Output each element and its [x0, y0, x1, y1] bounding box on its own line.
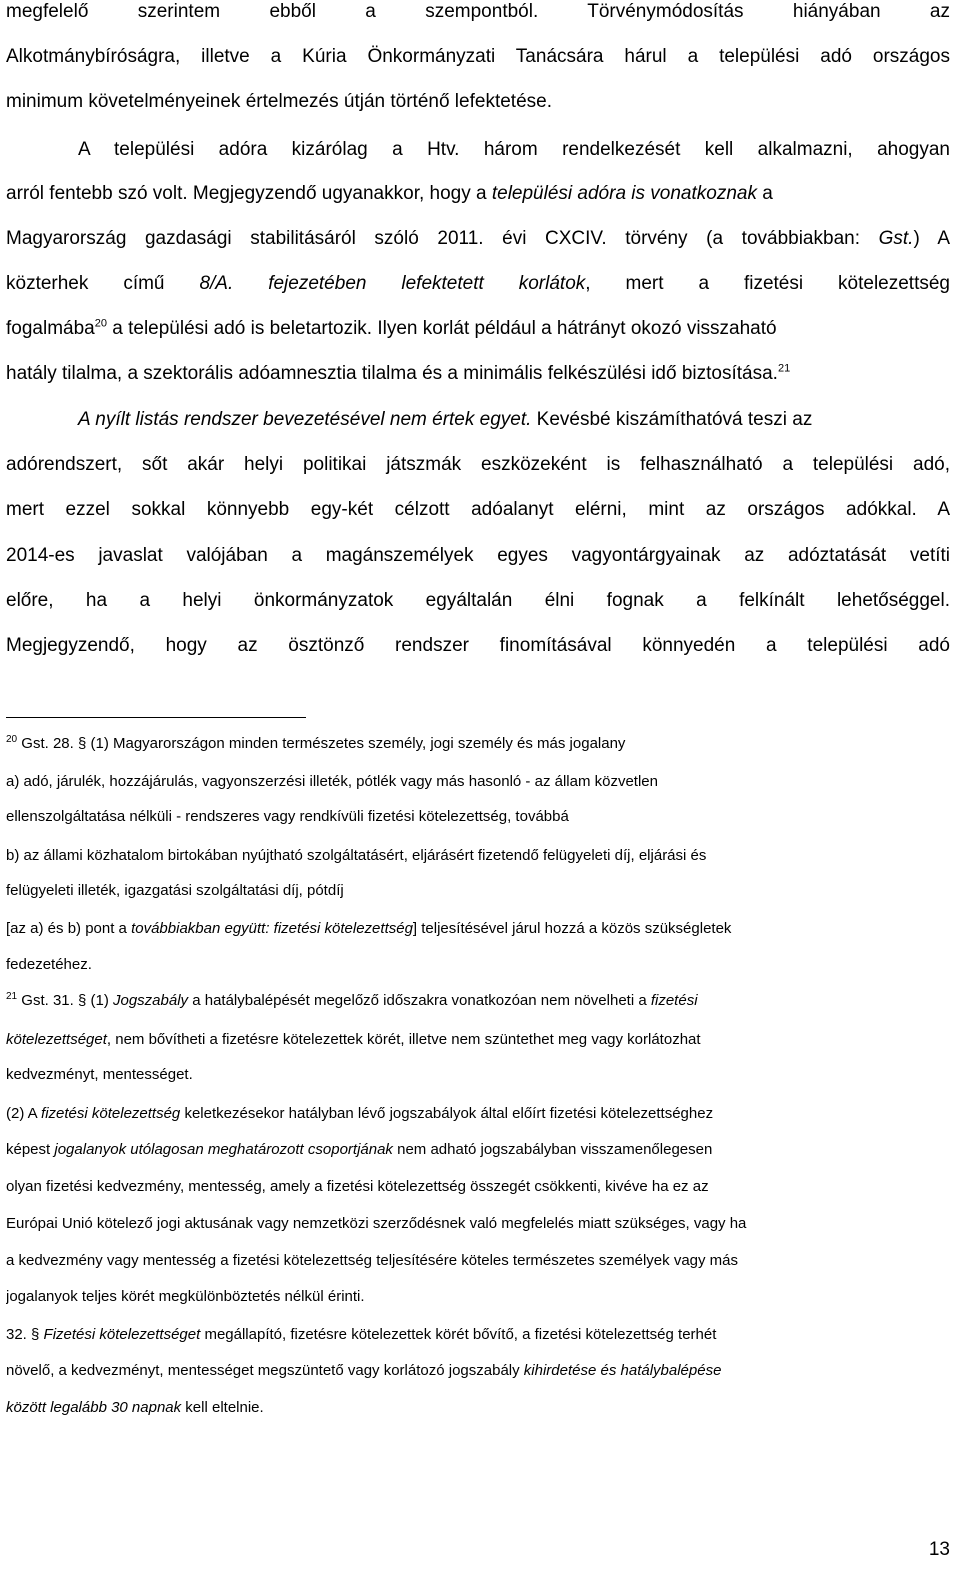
text-run: a hatálybalépését megelőző időszakra vonatkozóan nem növelheti a [188, 992, 651, 1009]
text-run: kell eltelnie. [181, 1399, 264, 1416]
text-run: b) az állami közhatalom birtokában nyújtható szolgáltatásért, eljárásért fizetendő felügyeleti díj, eljárási és [6, 847, 707, 864]
body-line [6, 488, 950, 532]
text-run: [az a) és b) pont a [6, 920, 132, 937]
text-run: ellenszolgáltatása nélküli - rendszeres vagy rendkívüli fizetési kötelezettség, továbbá [6, 808, 569, 825]
footnote-ref: 20 [6, 734, 18, 745]
text-run: adórendszert, sőt akár helyi politikai játszmák eszközeként is felhasználható a települési adó, [6, 454, 950, 475]
italic-text: kötelezettséget [6, 1031, 107, 1048]
footnote-line [6, 1318, 950, 1352]
footnote-line [6, 839, 950, 873]
text-run: fedezetéhez. [6, 956, 92, 973]
body-line [6, 307, 950, 351]
text-run: , nem bővítheti a fizetésre kötelezettek körét, illetve nem szüntethet meg vagy korlátozhat [106, 1031, 701, 1048]
footnote-ref: 21 [6, 991, 18, 1002]
text-run: , mert a fizetési kötelezettség [585, 273, 950, 294]
footnote-line [6, 1058, 950, 1092]
footnote-line [6, 1097, 950, 1131]
text-run: növelő, a kedvezményt, mentességet megszüntető vagy korlátozó jogszabály [6, 1362, 524, 1379]
text-run: (2) A [6, 1105, 42, 1122]
footnote-line [6, 1280, 950, 1314]
body-line [6, 534, 950, 578]
text-run: jogalanyok teljes körét megkülönböztetés nélkül érinti. [6, 1288, 365, 1305]
text-run: a települési adó is beletartozik. Ilyen korlát például a hátrányt okozó visszaható [106, 318, 777, 339]
text-run: Gst. 31. § (1) [17, 992, 113, 1009]
body-line [6, 398, 950, 442]
footnote-line [6, 984, 950, 1018]
text-run: minimum követelményeinek értelmezés útján történő lefektetése. [6, 91, 552, 112]
body-line [6, 217, 950, 261]
italic-text: 8/A. fejezetében lefektetett korlátok [199, 273, 586, 294]
text-run: a [756, 183, 773, 204]
text-run: 2014-es javaslat valójában a magánszemélyek egyes vagyontárgyainak az adóztatását vetíti [6, 545, 950, 566]
body-line [6, 443, 950, 487]
footnote-line [6, 948, 950, 982]
footnote-line [6, 765, 950, 799]
footnote-ref: 20 [94, 317, 107, 330]
footnote-line [6, 1244, 950, 1278]
page-number: 13 [928, 1539, 950, 1560]
italic-text: fizetési [650, 992, 698, 1009]
text-run: fogalmába [6, 318, 95, 339]
text-run: kedvezményt, mentességet. [6, 1066, 193, 1083]
footnote-ref: 21 [777, 362, 791, 375]
text-run: ] teljesítésével járul hozzá a közös szükségletek [412, 920, 732, 937]
text-run: arról fentebb szó volt. Megjegyzendő ugyanakkor, hogy a [6, 183, 492, 204]
italic-text: Gst. [878, 228, 914, 249]
text-run: keletkezésekor hatályban lévő jogszabályok által előírt fizetési kötelezettséghez [180, 1105, 714, 1122]
footnote-line [6, 1023, 950, 1057]
text-run: a kedvezmény vagy mentesség a fizetési kötelezettség teljesítésére köteles természetes személyek vagy más [6, 1252, 739, 1269]
body-line [6, 579, 950, 623]
text-run: Megjegyzendő, hogy az ösztönző rendszer finomításával könnyedén a települési adó [6, 635, 950, 656]
text-run: felügyeleti illeték, igazgatási szolgáltatási díj, pótdíj [6, 882, 344, 899]
italic-text: között legalább 30 napnak [6, 1399, 182, 1416]
footnote-line [6, 800, 950, 834]
footnote-line [6, 1207, 950, 1241]
italic-text: jogalanyok utólagosan meghatározott csoportjának [54, 1141, 393, 1158]
text-run: előre, ha a helyi önkormányzatok egyáltalán élni fognak a felkínált lehetőséggel. [6, 590, 950, 611]
italic-text: kihirdetése és hatálybalépése [523, 1362, 722, 1379]
footnote-line [6, 727, 950, 761]
italic-text: Fizetési kötelezettséget [43, 1326, 201, 1343]
text-run: ) A [913, 228, 950, 249]
text-run: mert ezzel sokkal könnyebb egy-két célzott adóalanyt elérni, mint az országos adókkal. A [6, 499, 950, 520]
footnote-line [6, 912, 950, 946]
body-line [6, 262, 950, 306]
body-line [6, 352, 950, 396]
italic-text: A nyílt listás rendszer bevezetésével nem értek egyet. [78, 409, 532, 430]
footnote-separator [6, 717, 306, 718]
text-run: Kevésbé kiszámíthatóvá teszi az [531, 409, 813, 430]
text-run: Magyarország gazdasági stabilitásáról szóló 2011. évi CXCIV. törvény (a továbbiakban: [6, 228, 879, 249]
text-run: közterhek című [6, 273, 200, 294]
body-line [6, 80, 950, 124]
body-line [6, 0, 950, 34]
footnote-line [6, 1354, 950, 1388]
italic-text: Jogszabály [113, 992, 189, 1009]
text-run: A települési adóra kizárólag a Htv. három rendelkezését kell alkalmazni, ahogyan [78, 139, 950, 160]
text-run: Alkotmánybíróságra, illetve a Kúria Önkormányzati Tanácsára hárul a települési adó országos [6, 46, 950, 67]
text-run: Európai Unió kötelező jogi aktusának vagy nemzetközi szerződésnek való megfelelés miatt szükséges, vagy ha [6, 1215, 747, 1232]
italic-text: továbbiakban együtt: fizetési kötelezettség [131, 920, 413, 937]
body-line [6, 172, 950, 216]
text-run: Gst. 28. § (1) Magyarországon minden természetes személy, jogi személy és más jogalany [17, 735, 626, 752]
text-run: hatály tilalma, a szektorális adóamnesztia tilalma és a minimális felkészülési idő biztosítása. [6, 363, 778, 384]
text-run: olyan fizetési kedvezmény, mentesség, amely a fizetési kötelezettség összegét csökkenti, kivéve ha ez az [6, 1178, 709, 1195]
body-line [6, 624, 950, 668]
text-run: 32. § [6, 1326, 44, 1343]
footnote-line [6, 1133, 950, 1167]
text-run: nem adható jogszabályban visszamenőlegesen [392, 1141, 713, 1158]
italic-text: települési adóra is vonatkoznak [491, 183, 757, 204]
text-run: megállapító, fizetésre kötelezettek körét bővítő, a fizetési kötelezettség terhét [200, 1326, 717, 1343]
body-line [6, 35, 950, 79]
italic-text: fizetési kötelezettség [41, 1105, 181, 1122]
text-run: képest [6, 1141, 55, 1158]
footnote-line [6, 1170, 950, 1204]
body-line [6, 128, 950, 172]
text-run: a) adó, járulék, hozzájárulás, vagyonszerzési illeték, pótlék vagy más hasonló - az állam közvetlen [6, 773, 658, 790]
footnote-line [6, 874, 950, 908]
document-page [6, 0, 950, 1581]
text-run: megfelelő szerintem ebből a szempontból. Törvénymódosítás hiányában az [6, 1, 950, 22]
footnote-line [6, 1391, 950, 1425]
